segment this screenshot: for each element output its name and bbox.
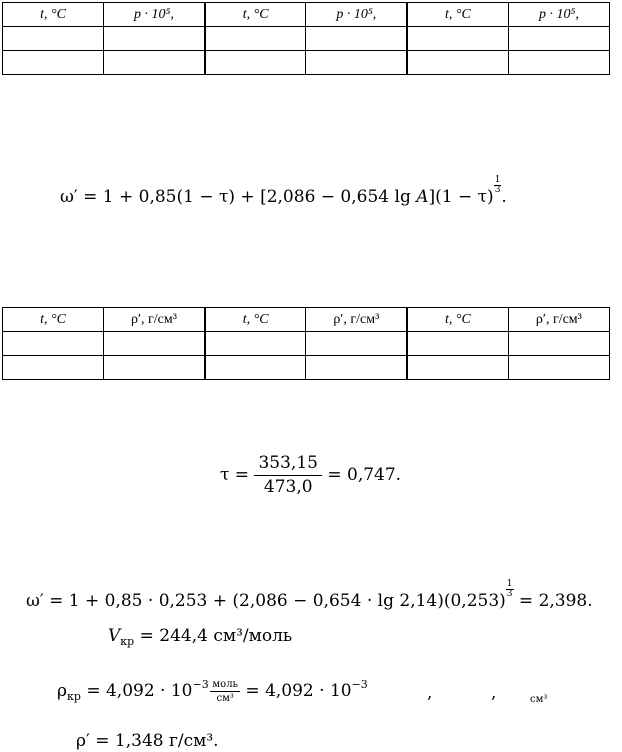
header-text: p · 10⁵, [134,6,174,22]
table-row [3,51,610,75]
table-cell [205,356,306,380]
header-text: t, °C [242,311,269,327]
table-cell [508,27,609,51]
table-cell [306,332,407,356]
header-cell [508,3,609,27]
table-cell [104,332,205,356]
table-cell [407,51,508,75]
exponent-denominator: 3 [494,185,501,195]
header-cell [104,308,205,332]
header-text: ρ′, г/см³ [131,311,177,327]
header-cell [205,308,306,332]
exponent-numerator: 1 [506,579,513,589]
header-text: t, °C [445,311,471,327]
table-cell [104,27,205,51]
formula-variable: A [416,187,429,207]
exponent-denominator: 3 [506,589,513,599]
table-cell [508,356,609,380]
table-cell [306,27,407,51]
formula-text: ρ′ = 1,348 г/см³. [76,731,219,751]
table-vapor-pressure [2,2,610,75]
table-header-row [3,3,610,27]
fraction [254,455,321,496]
table-cell [407,332,508,356]
formula-comma: , [491,683,497,703]
header-cell [104,3,205,27]
header-cell [407,308,508,332]
formula-text: . [501,187,507,207]
formula-superscript: −3 [192,678,209,691]
fraction-denominator: см³ [216,693,234,704]
formula-variable: ρ [57,681,67,701]
formula-variable: V [108,626,121,646]
formula-unit: см³ [530,694,548,705]
formula-text: ](1 − τ) [428,187,494,207]
table-cell [407,27,508,51]
table-cell [3,51,104,75]
formula-text: = 4,092 · 10 [240,681,352,701]
table-cell [306,51,407,75]
header-text: p · 10⁵, [538,6,579,22]
formula-text: ω′ = 1 + 0,85 · 0,253 + (2,086 − 0,654 · lg 2,14)(0,253) [26,591,506,611]
formula-superscript: −3 [351,678,368,691]
header-cell [3,3,104,27]
exponent-numerator: 1 [494,175,501,185]
table-cell [205,332,306,356]
formula-text: ω′ = 1 + 0,85(1 − τ) + [2,086 − 0,654 lg [60,187,417,207]
formula-text: = 2,398. [513,591,593,611]
table-row [3,332,610,356]
table-cell [3,27,104,51]
table-cell [3,356,104,380]
table-cell [306,356,407,380]
unit-fraction [210,679,240,704]
table-cell [205,51,306,75]
fraction-denominator: 473,0 [263,477,313,497]
fraction-numerator: моль [212,679,239,690]
table-header-row [3,308,610,332]
header-text: t, °C [40,6,66,22]
formula-omega-calc [26,580,593,610]
table-row [3,356,610,380]
formula-comma: , [427,683,433,703]
table-cell [205,27,306,51]
table-cell [104,51,205,75]
formula-omega-general [60,176,507,206]
header-cell [306,308,407,332]
header-text: p · 10⁵, [336,6,377,22]
table-row [3,27,610,51]
header-text: t, °C [445,6,471,22]
table-cell [508,51,609,75]
table-cell [104,356,205,380]
table-liquid-density [2,307,610,380]
table-cell [3,332,104,356]
header-text: t, °C [40,311,66,327]
formula-subscript: кр [120,635,135,648]
header-text: ρ′, г/см³ [535,311,582,327]
header-text: ρ′, г/см³ [333,311,380,327]
header-cell [306,3,407,27]
header-cell [3,308,104,332]
table-cell [508,332,609,356]
formula-text: = 4,092 · 10 [80,681,193,701]
formula-text: τ = [220,465,255,485]
formula-critical-volume [108,628,292,647]
formula-subscript: кр [67,690,81,703]
header-text: t, °C [242,6,269,22]
header-cell [407,3,508,27]
fraction-numerator: 353,15 [254,455,321,476]
header-cell [508,308,609,332]
formula-liquid-density [76,733,219,750]
formula-text: = 244,4 см³/моль [134,626,293,646]
formula-text: = 0,747. [321,465,402,485]
exponent-fraction [506,580,514,599]
table-cell [407,356,508,380]
formula-critical-density [57,679,368,704]
header-cell [205,3,306,27]
formula-tau [220,455,401,496]
